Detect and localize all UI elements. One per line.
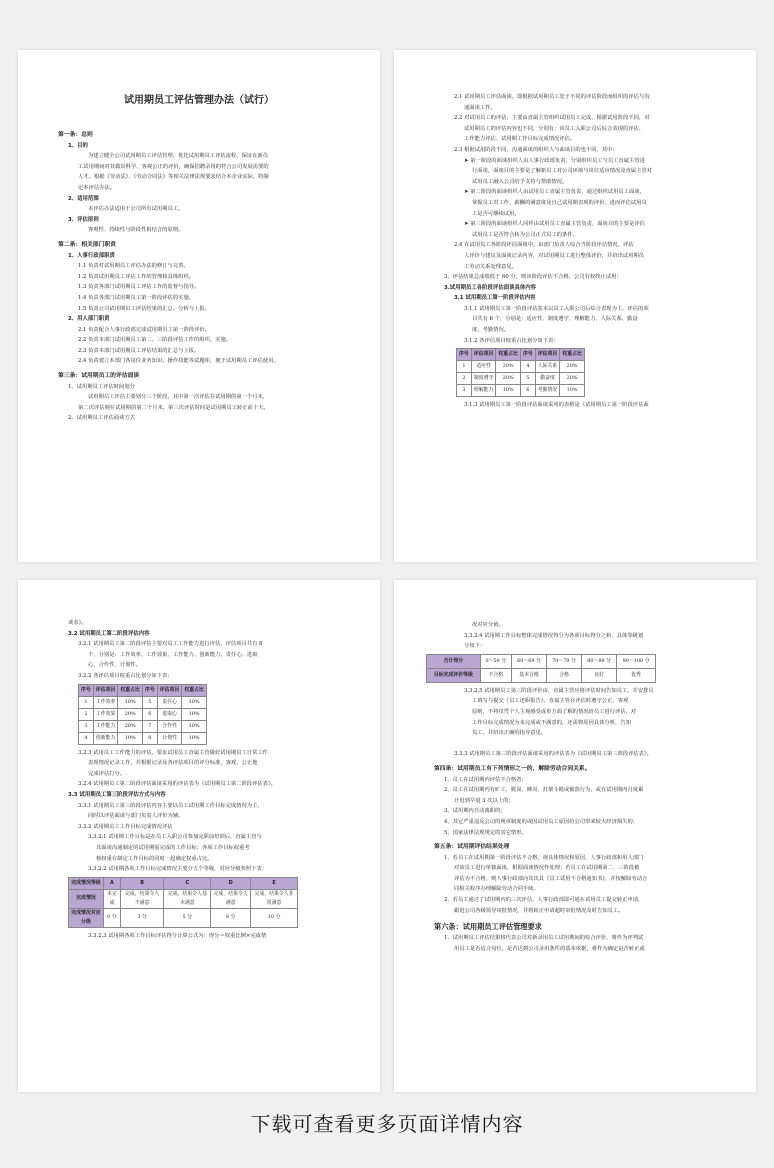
table-cell: 6 bbox=[520, 385, 535, 397]
page-4-body-end bbox=[434, 686, 716, 955]
text-line: 2、用人部门职责 bbox=[68, 316, 110, 323]
table-cell: 0 分 bbox=[103, 908, 120, 927]
page-2-body-end bbox=[434, 400, 716, 411]
page-4-body bbox=[434, 620, 716, 652]
table-cell: 合格 bbox=[547, 668, 582, 682]
table-row bbox=[69, 889, 298, 908]
text-line: 3.3.2.5 试用期员工第三阶段评价由，直属主管应将评估时间告知员工，并安排员 bbox=[464, 687, 654, 694]
table-cell: 理解能力 bbox=[471, 385, 496, 397]
text-line: 2、员工在试用期内有旷工、脱岗、睡岗、打架斗殴或偷盗行为，或在试用期内月度累 bbox=[444, 787, 644, 794]
text-line: 3.3.1 试用期员工第三阶段评估内容主要以员工试用期工作目标完成情况为主， bbox=[78, 802, 263, 809]
text-line: 2.1 负责配合人事行政部完成试用期员工第一阶段评价。 bbox=[78, 326, 210, 333]
table-cell: 20% bbox=[496, 373, 521, 385]
text-line: 2.3 根据试用阶段不同，沟通面谈的组织人与面谈目的也不同，其中： bbox=[454, 146, 618, 153]
text-line: 通面谈工作。 bbox=[464, 104, 496, 111]
table-cell: 70～79 分 bbox=[547, 654, 582, 668]
table-cell: 4 bbox=[520, 361, 535, 373]
text-line: 工作能力评估、试用期工作目标完成情况评估。 bbox=[464, 136, 576, 143]
text-line: 工试用期间对其做出科学、客观公正的评价，确保招聘录用的符合公司发展需要的 bbox=[78, 163, 269, 170]
table-header-cell: 评估项目 bbox=[535, 349, 560, 361]
text-line: 定本评估办法。 bbox=[78, 184, 116, 191]
text-line: 第四条：试用期员工有下列情形之一的，解除劳动合同关系。 bbox=[434, 765, 591, 772]
document-page-2 bbox=[394, 50, 756, 562]
table-cell: 20% bbox=[560, 361, 585, 373]
text-line bbox=[434, 739, 716, 750]
table-header-cell: 评估项目 bbox=[471, 349, 496, 361]
document-page-1 bbox=[18, 50, 380, 562]
table-cell: 勤奋度 bbox=[535, 373, 560, 385]
table-cell: 工作效果 bbox=[93, 708, 118, 720]
text-line: 3.3.2.4 试用期工作目标整体完成情况得分为各项目标得分之和，具体等级划 bbox=[464, 632, 644, 639]
table-cell: 完成情况对应分级 bbox=[69, 908, 104, 927]
text-line: 掌握员工对工作、薪酬的满意度及自己试用期表现的评价，进而评估试用员 bbox=[472, 199, 647, 206]
text-line: 1.4 负责各部门试用期员工第一阶段评估的实施。 bbox=[78, 294, 195, 301]
table-header-cell: 序号 bbox=[79, 684, 94, 696]
text-line: 为建立健全公司试用期员工评估管理，优化试用期员工评估流程，保证在新员 bbox=[88, 153, 269, 160]
table-cell: 10% bbox=[496, 385, 521, 397]
text-line: 同时以评估面谈与部门负责人评价为辅。 bbox=[88, 813, 184, 820]
document-page-4 bbox=[394, 580, 756, 1092]
table-cell: 2 bbox=[79, 708, 94, 720]
table-cell: 1 bbox=[79, 696, 94, 708]
table-cell: C bbox=[164, 877, 211, 889]
table-cell: 10% bbox=[182, 732, 207, 744]
text-line: 试用员工融入公司给予支持与帮助情况。 bbox=[472, 178, 568, 185]
text-line: 3.2.2 各评估项目权重占比划分如下表： bbox=[78, 672, 173, 679]
table-cell: 工作效率 bbox=[93, 696, 118, 708]
text-line: 3.1.3 试用期员工第一阶段评估面谈采用的表格是《试用期员工第一阶段评估面 bbox=[464, 402, 649, 409]
text-line: 1、若员工在试用期第一阶段评估不合格，视具体情况和原因，人事行政部和用人部门 bbox=[444, 854, 644, 861]
table-header-cell: 权重占比 bbox=[496, 349, 521, 361]
text-line: 第五条：试用期评估结果处理 bbox=[434, 844, 510, 851]
table-header-cell: 序号 bbox=[457, 349, 472, 361]
text-line: 3.3.2.1 试用期工作目标是在员工入职公司参加完职前培训后，直属主管与 bbox=[88, 834, 262, 841]
text-line: 3、试用期内自动离职的； bbox=[444, 808, 506, 815]
table-row bbox=[457, 385, 585, 397]
page-1-body bbox=[58, 130, 340, 424]
document-title: 试用期员工评估管理办法（试行） bbox=[124, 95, 274, 106]
text-line: ➤ 第三阶段的面谈组织人同样由试用员工直属主管负责，面谈目的主要是评估 bbox=[464, 221, 645, 228]
table-cell: 1 bbox=[457, 361, 472, 373]
table-row bbox=[69, 877, 298, 889]
text-line: 3.2 试用期员工第二阶段评估内容 bbox=[68, 630, 150, 637]
text-line: 员工，并给出正确的指导意见。 bbox=[472, 730, 547, 737]
text-line: 行面谈，面谈目的主要是了解新员工对公司环境与岗位适应情况及直属主管对 bbox=[472, 168, 653, 175]
text-line: 1、人事行政部职责 bbox=[68, 252, 115, 259]
table-cell: 完成，结果令人不满意 bbox=[120, 889, 163, 908]
text-line: 1.3 负责各部门试用期员工评估工作的监督与指导。 bbox=[78, 284, 200, 291]
table-cell: 合作性 bbox=[157, 720, 182, 732]
table-cell: 5 bbox=[142, 696, 157, 708]
page-3-body bbox=[58, 618, 340, 682]
table-cell: E bbox=[251, 877, 298, 889]
text-line: ➤ 第一阶段的面谈组织人由人事行政部负责，分别组织员工与员工直属主管进 bbox=[464, 157, 645, 164]
page-3-body-middle bbox=[58, 748, 340, 875]
table-cell: 完成，结果令人基本满意 bbox=[164, 889, 211, 908]
table-cell: 20% bbox=[560, 373, 585, 385]
table-cell: 工作能力 bbox=[93, 720, 118, 732]
text-line: 3.3 试用期员工第三阶段评估方式与内容 bbox=[68, 791, 166, 798]
text-line: 分如下： bbox=[464, 643, 486, 650]
text-line: 第二条：相关部门职责 bbox=[58, 241, 116, 248]
text-line: 1.5 负责公司试用期员工评估结果的汇总、分析与上报。 bbox=[78, 305, 210, 312]
table-cell: 3 bbox=[79, 720, 94, 732]
total-score-grade-table bbox=[426, 654, 656, 683]
table-cell: 10% bbox=[182, 720, 207, 732]
table-cell: 完成情况 bbox=[69, 889, 104, 908]
table-cell: 责任心 bbox=[157, 696, 182, 708]
text-line: 同相关程序办理解除劳动合同手续。 bbox=[454, 886, 539, 893]
text-line: 1.2 负责试用期员工评估工作的管理和具体组织。 bbox=[78, 273, 195, 280]
table-cell: 4 bbox=[79, 732, 94, 744]
text-line: 工作目标完成情况为未完成或不满意的，还需将原因具体分析，告知 bbox=[472, 719, 631, 726]
stage-one-weight-table bbox=[456, 348, 585, 397]
text-line: 本评估办法适用于公司所有试用期员工。 bbox=[88, 206, 184, 213]
table-cell: 8 bbox=[142, 732, 157, 744]
text-line: 原则，不将仅凭个人主观感受或单方面了解的情况给员工进行评估，对 bbox=[472, 708, 637, 715]
text-line: 2、若员工通过了试用期内的三次评估，人事行政部即可通在试用员工提交转正申请， bbox=[444, 897, 644, 904]
table-row bbox=[457, 373, 585, 385]
text-line: 工劳动关系处理意见。 bbox=[464, 263, 517, 270]
table-header-cell: 序号 bbox=[520, 349, 535, 361]
text-line: 3.2.1 试用期员工第二阶段评估主要对员工工作能力进行评估，评估项目共有 8 bbox=[78, 641, 263, 648]
text-line: 3.3.2.3 试用期各项工作目标评估得分计算公式为：得分＝权重比例×完成情 bbox=[88, 932, 267, 939]
text-line: 2.2 对试用员工的评估，主要由直属主管组织试用员工完成，根据试用阶段不同，对 bbox=[454, 115, 650, 122]
table-cell: 合计得分 bbox=[427, 654, 481, 668]
table-cell: 10% bbox=[560, 385, 585, 397]
table-cell: 目标完成评价等级 bbox=[427, 668, 481, 682]
table-row bbox=[79, 732, 207, 744]
text-line: 1、目的 bbox=[68, 142, 88, 149]
text-line: 其面谈沟通制定的试用期需完成的工作目标；各项工作目标权重考 bbox=[96, 844, 250, 851]
text-line: 对该员工进行单独面谈，根据面谈情况作处理；若员工在试用期第二、三阶段被 bbox=[454, 865, 640, 872]
document-page-3 bbox=[18, 580, 380, 1092]
text-line: 况对应分值。 bbox=[472, 622, 504, 628]
table-cell: 7 bbox=[142, 720, 157, 732]
table-cell: 进取心 bbox=[157, 708, 182, 720]
table-cell: D bbox=[211, 877, 251, 889]
text-line: 3.1.1 试用期员工第一阶段评估基本以员工入职公司后综合表现为主，评估的项 bbox=[464, 305, 649, 312]
table-cell: 5 bbox=[520, 373, 535, 385]
table-cell: 10% bbox=[118, 696, 143, 708]
text-line: 谈表》。 bbox=[68, 620, 87, 626]
text-line: 3.试用期员工各阶段评估面谈具体内容 bbox=[444, 284, 537, 291]
table-cell: 3 bbox=[457, 385, 472, 397]
table-cell: 5 分 bbox=[164, 908, 211, 927]
table-cell: B bbox=[120, 877, 163, 889]
table-cell: A bbox=[103, 877, 120, 889]
table-cell: 未完成 bbox=[103, 889, 120, 908]
text-line: 3.3.2 试用期员工工作目标完成情况评估 bbox=[78, 823, 173, 830]
page-3-body-end bbox=[58, 931, 340, 942]
text-line: 试用员工是否符合转为公司正式员工的条件。 bbox=[472, 231, 578, 238]
text-line: 试用期员工的评估内容也不同，分别有：该员工入职公司后综合表现的评估、 bbox=[464, 125, 645, 132]
table-row bbox=[79, 708, 207, 720]
table-cell: 60～69 分 bbox=[511, 654, 546, 668]
table-header-cell: 权重占比 bbox=[118, 684, 143, 696]
completion-grade-table bbox=[68, 877, 298, 928]
text-line: 计迟到早退 3 次以上的； bbox=[454, 797, 514, 804]
table-row bbox=[69, 908, 298, 927]
text-line: 个，分别是：工作效率、工作效果、工作能力、创新能力、责任心、进取 bbox=[88, 651, 258, 658]
text-line: 人评价与建议及面谈记录内容，对试用期员工进行整体评价，并给出试用期员 bbox=[464, 252, 645, 259]
table-cell: 20% bbox=[496, 361, 521, 373]
text-line: 评估为不合格，则人事行政部向其出具《员工试用不合格通知书》，并按解除劳动合 bbox=[454, 875, 648, 882]
page-2-body bbox=[434, 92, 716, 346]
table-header-cell: 权重占比 bbox=[560, 349, 585, 361]
table-cell: 10% bbox=[182, 708, 207, 720]
text-line: 1、员工在试用期内评估不合格者； bbox=[444, 776, 527, 783]
text-line: 完成评估打分。 bbox=[88, 770, 126, 777]
text-line: ➤ 第二阶段的面谈组织人由试用员工直属主管负责，通过组织试用员工面谈， bbox=[464, 189, 645, 196]
table-cell: 基本合格 bbox=[511, 668, 546, 682]
text-line: 2.4 在试用员工各阶段评估面谈中，由部门负责人综合当阶段评估情况、评估 bbox=[454, 242, 634, 249]
text-line: 表现情况记录工作，并根据记录及各评估项目的评分标准，客观、公正地 bbox=[88, 760, 258, 767]
text-line: 3.3.3 试用期员工第三阶段评估面谈采用的评估表为《试用期员工第三阶段评估表》。 bbox=[454, 751, 652, 758]
text-line: 1、试用期员工评估时间划分 bbox=[68, 383, 135, 390]
table-row bbox=[457, 361, 585, 373]
table-cell: 适应性 bbox=[471, 361, 496, 373]
table-header-cell: 评估项目 bbox=[93, 684, 118, 696]
table-cell: 不合格 bbox=[480, 668, 511, 682]
table-cell: 完成，结果令人满意 bbox=[211, 889, 251, 908]
table-cell: 完成，结果令人非常满意 bbox=[251, 889, 298, 908]
text-line: 3.1.2 各评估项目权重占比划分如下表： bbox=[464, 337, 559, 344]
text-line: 第二次评估则在试用期的第二个月末，第三次评估时间是试用期员工转正前十天。 bbox=[78, 404, 269, 411]
text-line: 第三条：试用期员工的评估面谈 bbox=[58, 373, 140, 380]
download-more-caption: 下载可查看更多页面详情内容 bbox=[250, 1112, 524, 1136]
text-line: 3.2.4 试用期员工第二阶段评估面谈采用的评估表为《试用期员工第二阶段评估表》。 bbox=[78, 781, 276, 788]
text-line: 用员工是否适合岗位，是否达到公司录用条件的基本依据，将作为确定是否转正或 bbox=[454, 945, 645, 952]
text-line: 客观性、持续性与阶段性相结合的原则。 bbox=[88, 227, 184, 234]
text-line: 2.4 负责建立本部门各岗位业务知识、操作技能等试题库，便于试用期员工评估使用。 bbox=[78, 358, 279, 365]
text-line: 2、试用期员工评估面谈方式 bbox=[68, 415, 135, 422]
stage-two-weight-table bbox=[78, 684, 207, 745]
table-cell: 优秀 bbox=[617, 668, 656, 682]
table-cell: 10% bbox=[118, 732, 143, 744]
text-line: 1.1 负责对试用期员工评估办法的修订与完善。 bbox=[78, 263, 189, 270]
table-cell: 良好 bbox=[582, 668, 617, 682]
text-line: 工是否可继续试用。 bbox=[472, 210, 520, 217]
table-row bbox=[79, 720, 207, 732]
text-line: 试用期员工评估主要划分三个阶段，其中第一次评估在试用期的第一个月末， bbox=[88, 394, 269, 401]
text-line: 工填写与提交《员工述职报告》，直属主管在评估时遵守公正、客观 bbox=[472, 698, 629, 705]
text-line: 3.2.3 试用员工工作能力的评估，要求试用员工直属主管做好试用期员工日常工作 bbox=[78, 749, 268, 756]
text-line: 心、合作性、计划性。 bbox=[88, 662, 141, 669]
table-header-cell: 评估项目 bbox=[157, 684, 182, 696]
text-line: 目共有 6 个，分别是：适应性、制度遵守、理解能力、人际关系、勤奋 bbox=[472, 316, 638, 323]
text-line: 2.1 试用期员工评估面谈，即根据试用期员工处于不同的评估阶段而组织的评估与沟 bbox=[454, 94, 650, 100]
table-cell: 20% bbox=[118, 708, 143, 720]
table-header-cell: 权重占比 bbox=[182, 684, 207, 696]
table-cell: 人际关系 bbox=[535, 361, 560, 373]
table-cell: 90～100 分 bbox=[617, 654, 656, 668]
text-line: 度、考勤情况。 bbox=[472, 327, 510, 334]
table-cell: 创新能力 bbox=[93, 732, 118, 744]
table-cell: 完成情况等级 bbox=[69, 877, 104, 889]
table-cell: 80～89 分 bbox=[582, 654, 617, 668]
table-cell: 8 分 bbox=[211, 908, 251, 927]
table-cell: 6 bbox=[142, 708, 157, 720]
text-line: 5、国家法律法规规定的其它情形。 bbox=[444, 829, 527, 836]
text-line: 4、其它严重违反公司的规章制度的或因试用员工原因给公司带来较大经济损失的； bbox=[444, 818, 639, 825]
table-cell: 10% bbox=[182, 696, 207, 708]
table-cell: 3 分 bbox=[120, 908, 163, 927]
text-line: 跟进公司各级领导审批情况，并将转正申请超时审批情况及时告知员工。 bbox=[454, 907, 624, 914]
table-cell: 10 分 bbox=[251, 908, 298, 927]
text-line: 3、评估原则 bbox=[68, 216, 99, 223]
text-line: 第六条：试用期员工评估管理要求 bbox=[434, 922, 542, 932]
text-line: 2.2 负责本部门试用期员工第二、三阶段评估工作的组织、实施。 bbox=[78, 337, 232, 344]
text-line: 3.1 试用期员工第一阶段评估内容 bbox=[454, 295, 536, 302]
text-line: 2.3 负责本部门试用期员工评估结果的汇总与上报。 bbox=[78, 347, 200, 354]
text-line: 人才。根据《劳动法》、《劳动合同法》等相关法律法规要求结合本企业实际，特制 bbox=[78, 174, 269, 181]
text-line: 核权重在制定工作目标的同时一起确定权重占比。 bbox=[96, 855, 213, 862]
table-cell: 考勤情况 bbox=[535, 385, 560, 397]
table-cell: 计划性 bbox=[157, 732, 182, 744]
text-line: 3、评估结果总成绩低于 60 分，则该阶段评估不合格，公司有权终止试用： bbox=[444, 274, 622, 281]
table-cell: 0～59 分 bbox=[480, 654, 511, 668]
table-row bbox=[427, 654, 656, 668]
text-line: 2、适用范围 bbox=[68, 195, 99, 202]
table-row bbox=[79, 696, 207, 708]
table-header-cell: 序号 bbox=[142, 684, 157, 696]
text-line: 3.3.2.2 试用期各项工作目标完成情况主要分五个等级，对应分级参照下表： bbox=[88, 866, 268, 873]
table-cell: 2 bbox=[457, 373, 472, 385]
table-row bbox=[427, 668, 656, 682]
table-cell: 制度遵守 bbox=[471, 373, 496, 385]
text-line: 1、试用期员工评估结果将代表公司对新录用员工试用期间的综合评价，将作为评判试 bbox=[444, 935, 644, 942]
text-line: 第一条：总则 bbox=[58, 132, 93, 138]
table-cell: 20% bbox=[118, 720, 143, 732]
